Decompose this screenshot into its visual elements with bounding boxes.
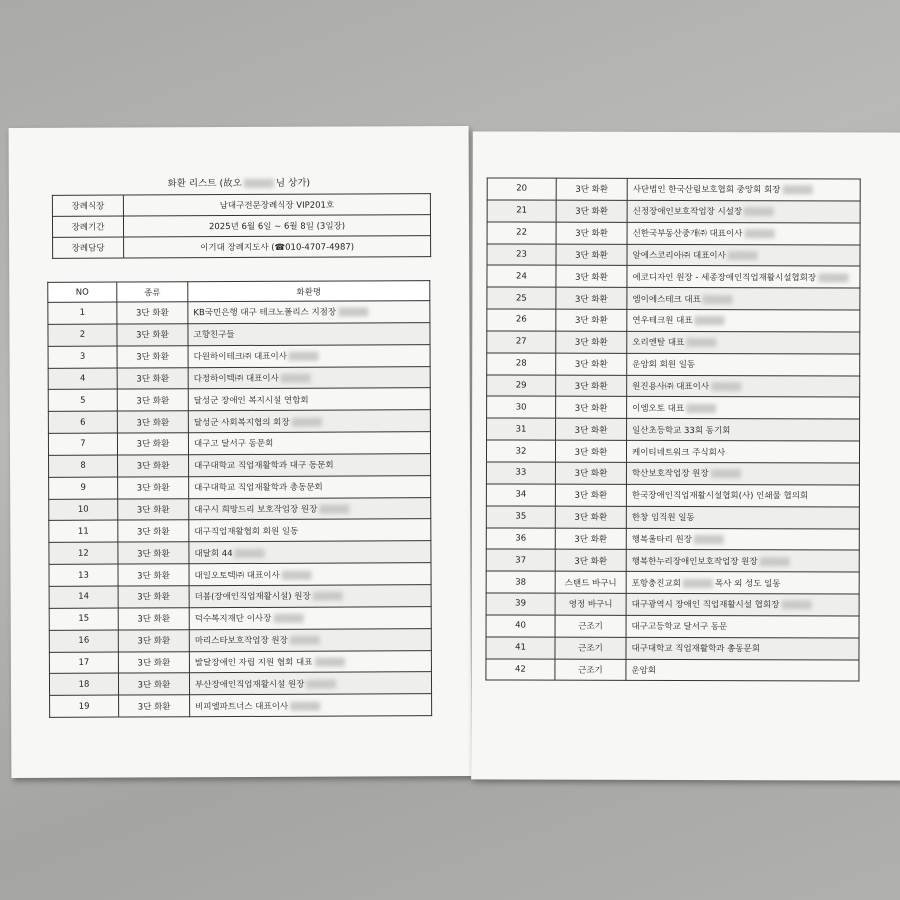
info-value: 남대구전문장례식장 VIP201호 [123,194,430,216]
row-no: 37 [486,549,555,571]
row-name-text: 달성군 사회복지협의 회장 [193,417,290,428]
table-row [49,519,431,543]
redaction-blur [273,614,303,623]
row-name [189,628,431,651]
row-name-text: 대구광역시 장애인 직업재활시설 협회장 [631,600,780,611]
row-type: 3단 화환 [555,549,626,571]
table-row [486,659,859,682]
row-type: 3단 화환 [118,455,189,477]
row-name-text: 한국장애인직업재활시설협회(사) 인쇄물 협의회 [631,491,809,502]
row-name-text: 운암회 [631,665,657,676]
row-name-text: 대구고등학교 달서구 동문 [631,622,728,633]
row-no: 33 [486,462,555,484]
row-name [189,563,431,586]
row-type: 3단 화환 [118,629,189,651]
funeral-info-table [52,193,431,259]
redaction-blur [683,579,713,588]
row-name-text: KB국민은행 대구 테크노폴리스 지점장 [193,308,337,319]
row-name-text: 달성군 장애인 복지시설 연합회 [193,395,309,406]
redaction-blur [289,352,319,361]
row-no: 13 [49,564,118,586]
row-name-text: 알에스코리아㈜ 대표이사 [632,250,726,262]
row-name-text: 대구대학교 직업재활학과 총동문회 [194,482,323,494]
redaction-blur [290,636,320,645]
row-no: 41 [486,637,555,659]
redaction-blur [781,601,811,610]
row-name [189,606,431,629]
header-no: NO [48,282,117,302]
row-no: 23 [487,244,556,266]
row-no: 20 [487,178,556,200]
row-name-text: 다정하이텍㈜ 대표이사 [193,373,279,385]
row-name [626,484,859,506]
table-row [486,615,859,638]
row-type: 3단 화환 [556,266,627,288]
row-name-text: 한창 임직원 일동 [631,512,695,524]
table-row [487,375,860,398]
table-row [49,628,431,652]
table-row [487,222,860,245]
row-type: 3단 화환 [118,476,189,498]
row-name [627,353,860,375]
row-no: 7 [48,433,117,455]
table-row [48,410,430,434]
redaction-blur [314,657,344,666]
table-row [487,309,860,332]
row-name-text: 대구시 희망드리 보호작업장 원장 [194,504,318,516]
row-no: 40 [486,615,555,637]
row-type: 3단 화환 [556,375,627,397]
row-name-text: 고향친구들 [193,330,235,341]
row-name [626,593,859,615]
row-type: 3단 화환 [118,498,189,520]
row-no: 34 [486,484,555,506]
row-name-text: 포항충진교회 [631,578,681,589]
row-no: 32 [486,440,555,462]
header-name: 화환명 [188,281,430,302]
table-row [487,396,860,419]
row-name [626,572,859,594]
table-row [486,527,859,550]
row-type: 3단 화환 [118,651,189,673]
page-right [471,131,900,780]
row-name [627,244,860,266]
table-row [48,388,430,412]
info-row [52,215,430,238]
row-name [627,331,860,353]
redaction-blur [728,251,758,260]
row-name-text: 마리스타보호작업장 원장 [194,635,288,647]
row-type: 스탠드 바구니 [555,571,626,593]
row-name-text: 학산보호작업장 원장 [631,469,709,480]
row-name-text: 대구대학교 직업재활학과 대구 동문회 [194,460,334,472]
row-type: 3단 화환 [118,520,189,542]
table-row [487,353,860,376]
redaction-blur [319,505,349,514]
row-name [627,178,860,200]
row-name-text: 덕수복지재단 이사장 [194,614,272,625]
row-no: 31 [487,418,556,440]
row-name-text: 부산장애인직업재활시설 원장 [194,679,305,690]
info-value: 2025년 6월 6일 ~ 6월 8일 (3일장) [123,215,430,237]
row-name [626,615,859,637]
row-name [627,288,860,310]
row-name [627,200,860,222]
row-no: 24 [487,265,556,287]
row-name-text: 엠이에스테크 대표 [632,294,701,305]
header-type: 종류 [117,282,188,302]
row-type: 3단 화환 [118,564,189,586]
table-row [50,694,432,718]
row-name [189,454,431,477]
row-type: 3단 화환 [556,287,627,309]
table-row [487,200,860,223]
table-row [487,287,860,310]
table-row [49,672,431,696]
row-no: 8 [49,455,118,477]
row-type: 3단 화환 [556,418,627,440]
table-row [487,418,860,441]
row-no: 36 [486,527,555,549]
row-name-text: 비피엘파트너스 대표이사 [195,701,289,712]
table-row [486,549,859,572]
redaction-blur [694,535,724,544]
table-row [49,475,431,499]
row-no: 5 [48,389,117,411]
row-no: 42 [486,659,555,681]
row-type: 3단 화환 [117,367,188,389]
redaction-blur [338,308,368,317]
row-type: 3단 화환 [556,309,627,331]
row-no: 25 [487,287,556,309]
row-name-text: 더봄(장애인직업재활시설) 원장 [194,592,311,603]
table-row [486,506,859,529]
row-name-text: 오리엔탈 대표 [632,338,685,349]
row-type: 3단 화환 [117,411,188,433]
row-type: 3단 화환 [555,462,626,484]
row-name-text: 신정장애인보호작업장 시설장 [632,207,743,218]
row-name [188,366,430,389]
row-name [189,650,431,673]
row-name [626,462,859,484]
table-row [49,541,431,565]
row-name-text: 발달장애인 자립 지원 협회 대표 [194,657,313,669]
row-name [188,410,430,433]
row-name [188,432,430,455]
row-name [627,375,860,397]
row-name [189,541,431,564]
row-name-text: 대달회 44 [194,548,233,559]
row-name-text: 일산초등학교 33회 동기회 [632,425,731,436]
page-left [9,126,472,778]
row-no: 17 [49,652,118,674]
table-row [48,323,430,347]
redaction-blur [292,417,322,426]
row-name [189,672,431,695]
row-no: 21 [487,200,556,222]
table-row [49,454,431,478]
table-row [48,301,430,325]
redaction-blur [686,404,716,413]
row-type: 근조기 [555,637,626,659]
redaction-blur [282,570,312,579]
table-row [49,563,431,587]
info-label: 장례기간 [52,216,123,237]
row-name-text: 대구직업재활협회 회원 일동 [194,526,299,538]
row-type: 3단 화환 [556,222,627,244]
row-name [189,475,431,498]
row-type: 3단 화환 [117,302,188,324]
row-name-text: 행복울타리 원장 [631,534,692,545]
row-no: 15 [49,608,118,630]
row-no: 3 [48,346,117,368]
info-value: 이기대 장례지도사 (☎010-4707-4987) [124,236,431,258]
redaction-blur [760,557,790,566]
table-row [486,462,859,485]
table-row [48,344,430,368]
row-no: 1 [48,302,117,324]
table-row [49,650,431,674]
row-name [190,694,432,717]
row-name-text: 연우테크원 대표 [632,316,693,327]
row-name [188,323,430,346]
redaction-blur [695,317,725,326]
row-type: 3단 화환 [555,440,626,462]
row-type: 3단 화환 [117,324,188,346]
row-no: 22 [487,222,556,244]
redaction-blur [711,382,741,391]
row-no: 9 [49,477,118,499]
row-type: 3단 화환 [117,433,188,455]
table-row [49,606,431,630]
row-name [627,222,860,244]
table-row [48,432,430,456]
table-row [486,440,859,463]
table-row [49,585,431,609]
wreath-list-table [47,280,432,718]
redaction-blur [313,592,343,601]
info-row [52,194,430,217]
row-name [626,440,859,462]
info-label: 장례담당 [53,237,124,258]
row-type: 3단 화환 [556,244,627,266]
row-no: 27 [487,331,556,353]
row-name [626,528,859,550]
row-name [626,550,859,572]
row-type: 근조기 [555,615,626,637]
redaction-blur [744,207,774,216]
row-name [188,301,430,324]
redaction-blur [711,469,741,478]
row-type: 3단 화환 [119,695,190,717]
info-row [53,236,431,259]
row-name-text: 케이티네트워크 주식회사 [631,447,726,458]
row-no: 18 [49,673,118,695]
redaction-blur [818,273,848,282]
row-no: 19 [50,695,119,717]
row-type: 3단 화환 [556,200,627,222]
row-name-text: 사단법인 한국산림보호협회 중앙회 회장 [632,185,781,196]
row-type: 근조기 [555,659,626,681]
row-name-text: 원진용사㈜ 대표이사 [632,381,710,393]
redaction-blur [782,186,812,195]
table-row [486,593,859,616]
row-name [626,637,859,659]
row-name-text: 운암회 회원 일동 [632,360,696,371]
row-no: 4 [48,368,117,390]
row-name [189,585,431,608]
table-row [487,265,860,288]
row-name [627,309,860,331]
row-no: 2 [48,324,117,346]
table-row [487,244,860,267]
info-label: 장례식장 [52,195,123,216]
row-name [188,388,430,411]
row-no: 6 [48,411,117,433]
table-row [487,178,860,201]
row-type: 3단 화환 [555,506,626,528]
redaction-blur [703,295,733,304]
row-name-text: 신한국부동산중개㈜ 대표이사 [632,228,743,240]
row-no: 30 [487,396,556,418]
row-no: 16 [49,630,118,652]
row-type: 3단 화환 [118,608,189,630]
row-name-suffix: 목사 외 성도 일동 [714,578,781,589]
table-row [486,571,859,594]
row-name-text: 다원하이테크㈜ 대표이사 [193,351,287,363]
redaction-blur [686,338,716,347]
row-no: 38 [486,571,555,593]
row-type: 3단 화환 [117,345,188,367]
row-no: 29 [487,375,556,397]
row-no: 28 [487,353,556,375]
row-type: 영정 바구니 [555,593,626,615]
row-type: 3단 화환 [556,397,627,419]
row-type: 3단 화환 [118,586,189,608]
redaction-blur [744,229,774,238]
row-name [626,659,859,681]
row-name-text: 대구고 달서구 동문회 [193,439,274,450]
row-type: 3단 화환 [556,331,627,353]
row-name [627,419,860,441]
redaction-blur [290,701,320,710]
redaction-blur [281,374,311,383]
row-no: 26 [487,309,556,331]
row-no: 11 [49,520,118,542]
row-no: 39 [486,593,555,615]
table-row [49,497,431,521]
row-name [627,266,860,288]
row-no: 10 [49,499,118,521]
row-name-text: 대일오토텍㈜ 대표이사 [194,570,280,581]
row-no: 12 [49,542,118,564]
row-name [189,497,431,520]
row-type: 3단 화환 [555,484,626,506]
row-type: 3단 화환 [556,353,627,375]
row-name-text: 대구대학교 직업재활학과 총동문회 [631,643,761,655]
row-name-text: 에코디자인 원장 - 세종장애인직업재활시설협회장 [632,272,817,284]
row-name-text: 행복한누리장애인보호작업장 원장 [631,556,758,567]
row-type: 3단 화환 [118,542,189,564]
redaction-blur [244,179,274,188]
table-row [486,484,859,507]
redaction-blur [306,679,336,688]
row-name [626,506,859,528]
row-no: 14 [49,586,118,608]
table-header-row [48,281,430,303]
row-type: 3단 화환 [556,178,627,200]
row-no: 35 [486,506,555,528]
wreath-list-table-continued [485,177,860,681]
row-name-text: 이엠오토 대표 [632,403,685,414]
row-type: 3단 화환 [118,673,189,695]
row-type: 3단 화환 [117,389,188,411]
row-name [627,397,860,419]
row-type: 3단 화환 [555,528,626,550]
page-title: 화환 리스트 (故오 님 상가) [167,177,311,190]
row-name [188,344,430,367]
table-row [48,366,430,390]
table-row [486,637,859,660]
table-row [487,331,860,354]
redaction-blur [235,549,265,558]
row-name [189,519,431,542]
